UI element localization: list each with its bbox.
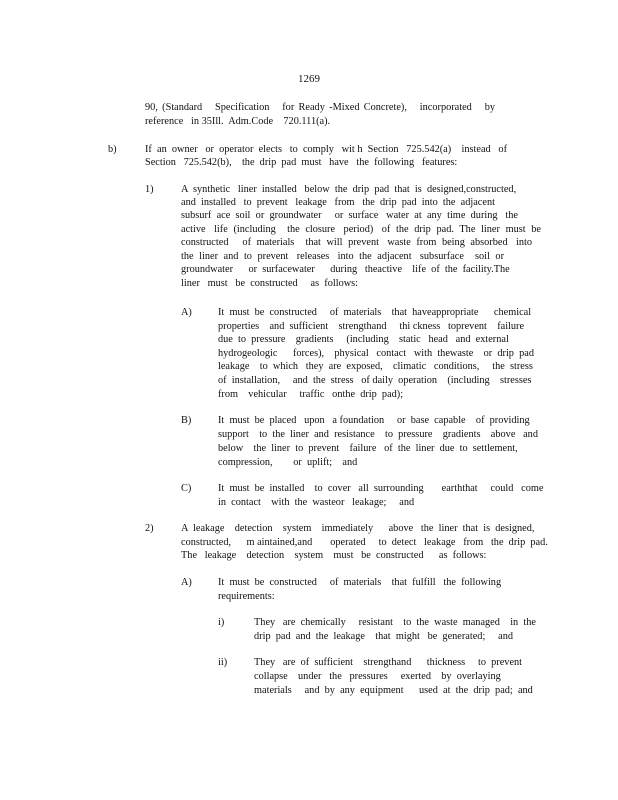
item-2a-line: It must be constructed of materials that fulfill the following xyxy=(218,577,502,588)
item-2a-line: requirements: xyxy=(218,591,275,602)
item-1a-line: due to pressure gradients (including static head and external xyxy=(218,334,509,345)
item-1b-line: support to the liner and resistance to pressure gradients above and xyxy=(218,429,538,440)
item-1-line: liner must be constructed as follows: xyxy=(181,278,359,289)
item-1a-line: from vehicular traffic onthe drip pad); xyxy=(218,389,404,400)
item-2a-i-line: drip pad and the leakage that might be generated; and xyxy=(254,631,514,642)
section-b-line: Section 725.542(b), the drip pad must have the following features: xyxy=(145,157,458,168)
item-2-label: 2) xyxy=(145,523,154,534)
item-1-line: constructed of materials that will prevent waste from being absorbed into xyxy=(181,237,532,248)
item-1a-line: leakage to which they are exposed, climatic conditions, the stress xyxy=(218,361,533,372)
item-2a-ii-line: They are of sufficient strengthand thickness to prevent xyxy=(254,657,523,668)
item-2a-ii-line: collapse under the pressures exerted by overlaying xyxy=(254,671,501,682)
item-1b-line: compression, or uplift; and xyxy=(218,457,358,468)
item-1-line: groundwater or surfacewater during theactive life of the facility.The xyxy=(181,264,510,275)
intro-line: reference in 35Ill. Adm.Code 720.111(a). xyxy=(145,116,331,127)
item-1-line: the liner and to prevent releases into the adjacent subsurface soil or xyxy=(181,251,504,262)
item-1b-label: B) xyxy=(181,415,192,426)
item-1-line: active life (including the closure period) of the drip pad. The liner must be xyxy=(181,224,541,235)
item-1a-line: of installation, and the stress of daily operation (including stresses xyxy=(218,375,532,386)
item-1a-line: It must be constructed of materials that haveappropriate chemical xyxy=(218,307,532,318)
item-2a-i-label: i) xyxy=(218,617,225,628)
item-2a-i-line: They are chemically resistant to the waste managed in the xyxy=(254,617,536,628)
item-2-line: The leakage detection system must be constructed as follows: xyxy=(181,550,487,561)
item-1-line: and installed to prevent leakage from the drip pad into the adjacent xyxy=(181,197,495,208)
item-1c-label: C) xyxy=(181,483,192,494)
item-1a-line: properties and sufficient strengthand thi ckness toprevent failure xyxy=(218,321,525,332)
item-2a-label: A) xyxy=(181,577,192,588)
item-1c-line: in contact with the wasteor leakage; and xyxy=(218,497,415,508)
item-1a-label: A) xyxy=(181,307,192,318)
item-1-line: subsurf ace soil or groundwater or surface water at any time during the xyxy=(181,210,518,221)
item-1b-line: below the liner to prevent failure of the liner due to settlement, xyxy=(218,443,518,454)
item-2a-ii-line: materials and by any equipment used at the drip pad; and xyxy=(254,685,533,696)
item-1c-line: It must be installed to cover all surrounding earththat could come xyxy=(218,483,544,494)
item-2-line: A leakage detection system immediately above the liner that is designed, xyxy=(181,523,535,534)
item-1-line: A synthetic liner installed below the drip pad that is designed,constructed, xyxy=(181,184,517,195)
section-b-label: b) xyxy=(108,144,117,155)
item-2a-ii-label: ii) xyxy=(218,657,228,668)
section-b-line: If an owner or operator elects to comply wit h Section 725.542(a) instead of xyxy=(145,144,507,155)
item-1b-line: It must be placed upon a foundation or base capable of providing xyxy=(218,415,530,426)
page-number: 1269 xyxy=(298,73,320,85)
item-2-line: constructed, m aintained,and operated to detect leakage from the drip pad. xyxy=(181,537,548,548)
item-1-label: 1) xyxy=(145,184,154,195)
intro-line: 90, (Standard Specification for Ready -Mixed Concrete), incorporated by xyxy=(145,102,495,113)
item-1a-line: hydrogeologic forces), physical contact with thewaste or drip pad xyxy=(218,348,534,359)
